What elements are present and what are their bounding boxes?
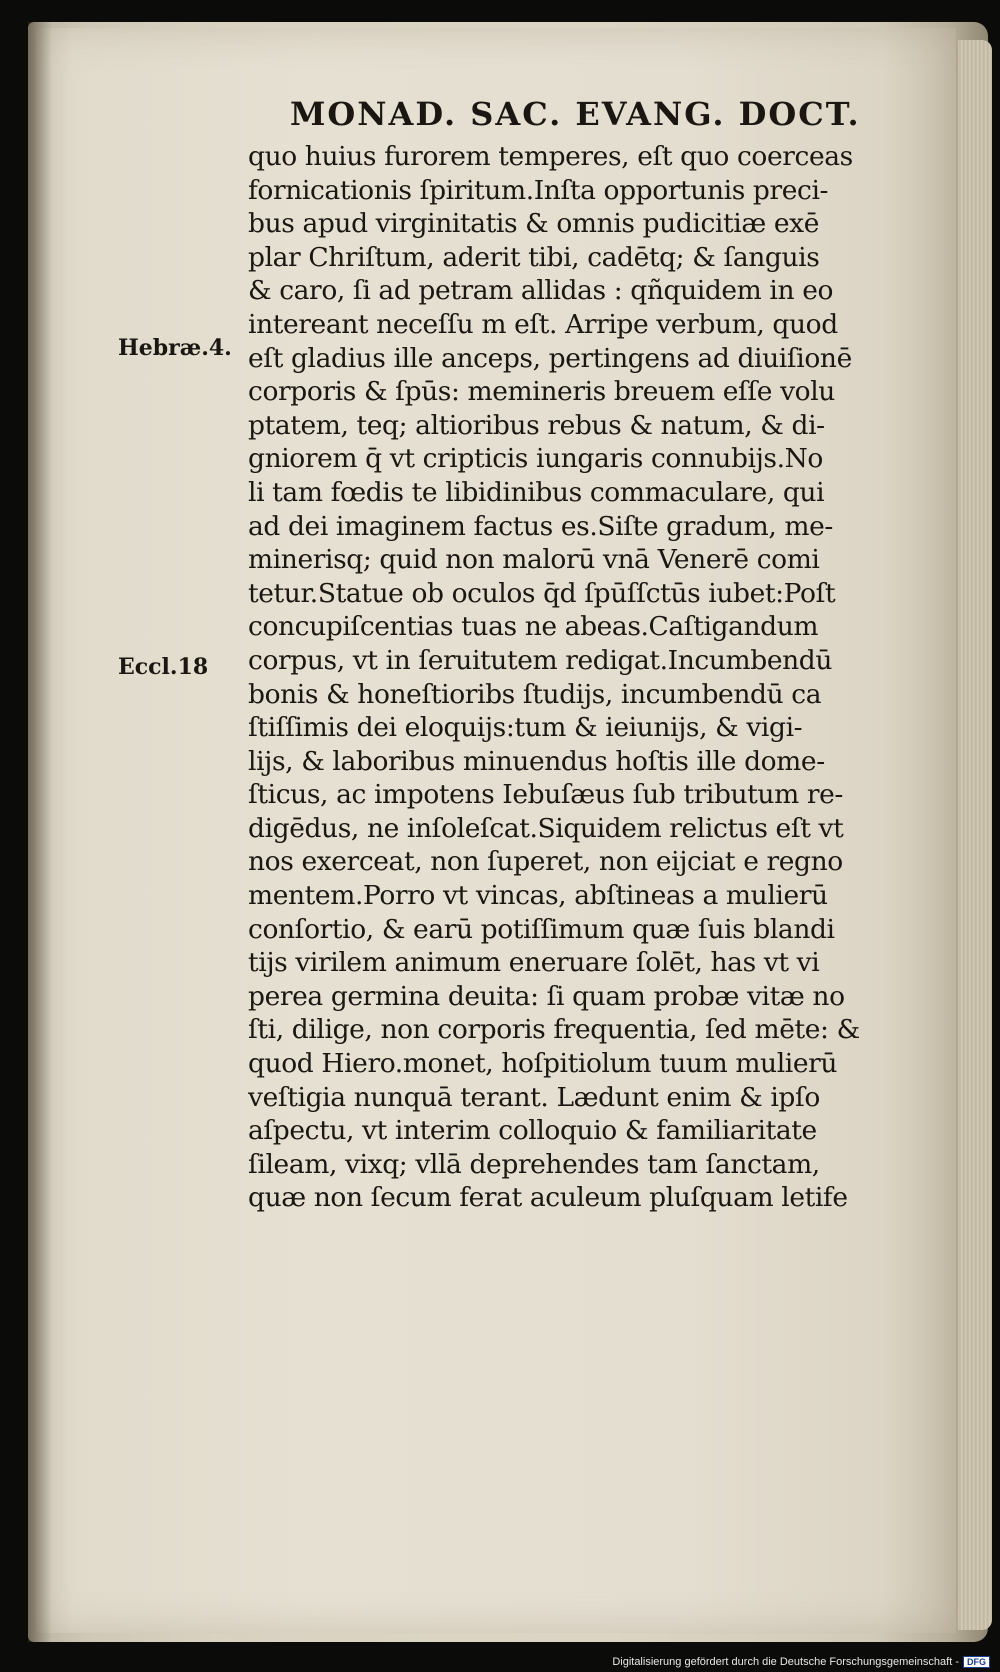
text-line: corpus, vt in ſeruitutem redigat.Incumbendū <box>248 644 832 676</box>
text-line: bus apud virginitatis & omnis pudicitiæ exē <box>248 208 819 240</box>
text-line: & caro, ſi ad petram allidas : qñquidem in eo <box>248 275 834 307</box>
text-line: minerisq; quid non malorū vnā Venerē comi <box>248 544 820 576</box>
text-line: conſortio, & earū potiſſimum quæ ſuis blandi <box>248 913 835 945</box>
text-line: ptatem, teq; altioribus rebus & natum, & di- <box>248 409 825 441</box>
text-line: fornicationis ſpiritum.Inſta opportunis preci- <box>248 174 829 206</box>
page-fore-edge <box>958 40 992 1630</box>
dfg-logo: DFG <box>963 1656 990 1668</box>
text-line: mentem.Porro vt vincas, abſtineas a mulierū <box>248 880 828 912</box>
text-line: li tam fœdis te libidinibus commaculare, qui <box>248 476 825 508</box>
text-line: ad dei imaginem factus es.Siſte gradum, me- <box>248 510 833 542</box>
text-line: ſti, dilige, non corporis frequentia, ſed mēte: & <box>248 1014 860 1046</box>
text-line: eſt gladius ille anceps, pertingens ad diuiſionē <box>248 342 852 374</box>
text-line: tetur.Statue ob oculos q̄d ſpūſſctūs iubet:Poſt <box>248 577 836 609</box>
text-line: tijs virilem animum eneruare ſolēt, has vt vi <box>248 947 820 979</box>
text-line: concupiſcentias tuas ne abeas.Caſtigandum <box>248 611 819 643</box>
body-text-block <box>248 140 898 1215</box>
text-line: ſticus, ac impotens Iebuſæus ſub tributum re- <box>248 779 843 811</box>
digitization-credit <box>612 1656 990 1668</box>
text-line: plar Chriſtum, aderit tibi, cadētq; & ſanguis <box>248 241 820 273</box>
credit-text: Digitalisierung gefördert durch die Deutsche Forschungsgemeinschaft - <box>612 1656 959 1668</box>
text-line: perea germina deuita: ſi quam probæ vitæ no <box>248 980 845 1012</box>
text-line: quo huius furorem temperes, eſt quo coerceas <box>248 141 853 172</box>
text-line: nos exerceat, non ſuperet, non eijciat e regno <box>248 846 843 878</box>
marginal-note-hebrews: Hebræ.4. <box>118 335 232 361</box>
text-line: lijs, & laboribus minuendus hoſtis ille dome- <box>248 745 825 777</box>
text-line: ſileam, vixq; vllā deprehendes tam ſanctam, <box>248 1148 820 1180</box>
text-line: gniorem q̄ vt cripticis iungaris connubijs.No <box>248 443 823 475</box>
text-line: quod Hiero.monet, hoſpitiolum tuum mulierū <box>248 1048 838 1080</box>
text-line: veſtigia nunquā terant. Lædunt enim & ipſo <box>248 1081 820 1113</box>
text-line: intereant neceſſu m eſt. Arripe verbum, quod <box>248 308 838 340</box>
text-line: bonis & honeſtioribs ſtudijs, incumbendū ca <box>248 678 822 710</box>
marginal-note-ecclesiasticus: Eccl.18 <box>118 654 209 680</box>
text-line: aſpectu, vt interim colloquio & familiaritate <box>248 1115 817 1147</box>
text-line: ſtiſſimis dei eloquijs:tum & ieiunijs, & vigi- <box>248 712 803 744</box>
binding-shadow <box>28 22 52 1642</box>
running-head: MONAD. SAC. EVANG. DOCT. <box>290 95 861 133</box>
text-line: digēdus, ne inſoleſcat.Siquidem relictus eſt vt <box>248 812 844 844</box>
text-line: quæ non ſecum ferat aculeum pluſquam letife <box>248 1182 848 1214</box>
text-line: corporis & ſpūs: memineris breuem eſſe volu <box>248 376 835 408</box>
